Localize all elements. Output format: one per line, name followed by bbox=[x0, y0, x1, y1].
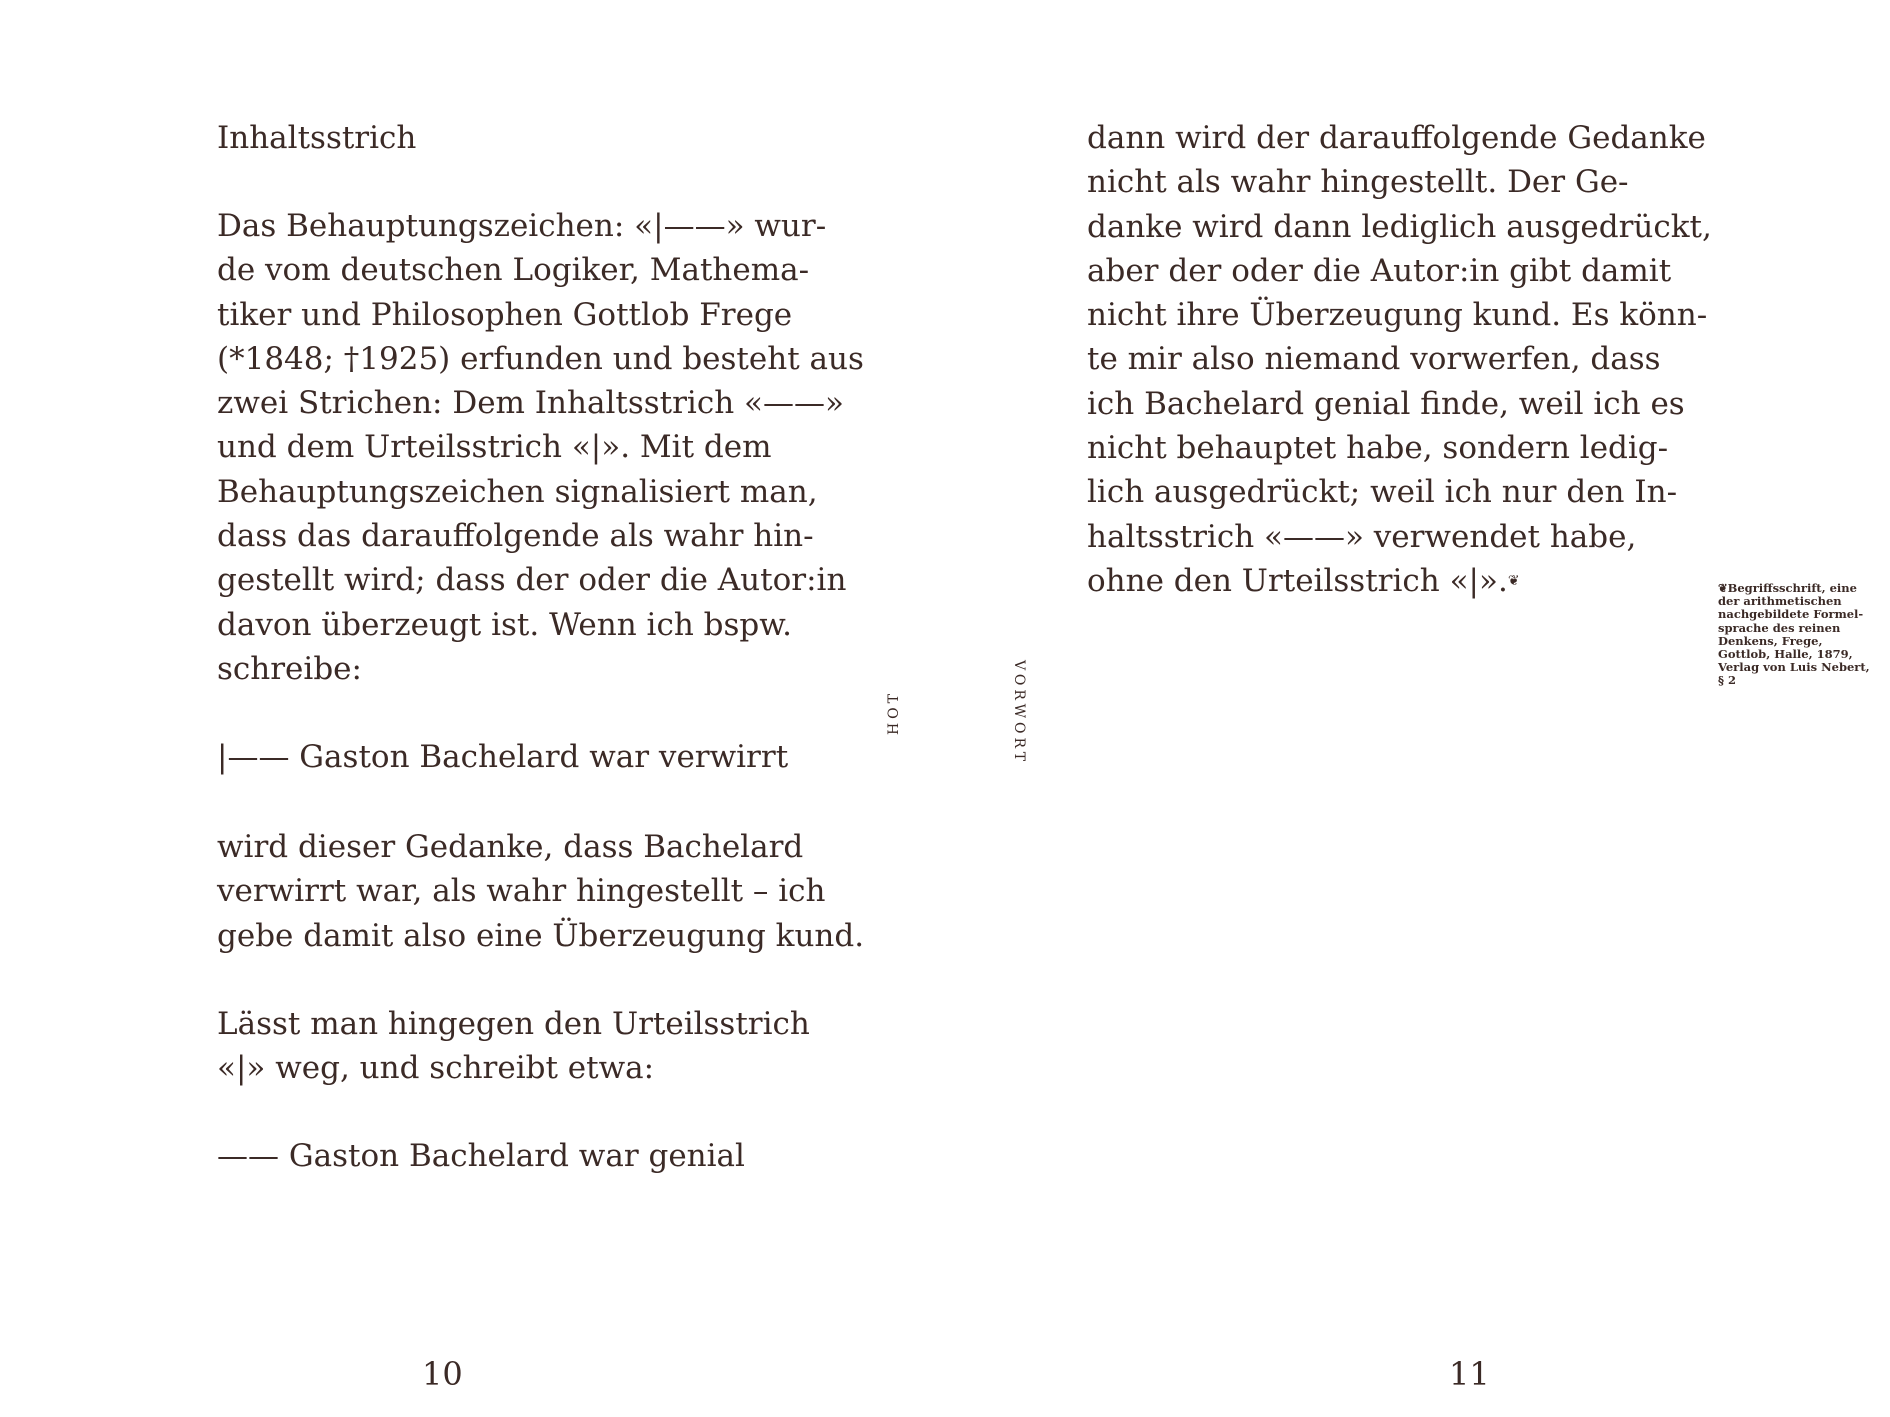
text-line: dass das darauffolgende als wahr hin- bbox=[217, 518, 814, 555]
text-line: Behauptungszeichen signalisiert man, bbox=[217, 473, 818, 510]
text-line: verwirrt war, als wahr hingestellt – ich bbox=[217, 873, 826, 910]
text-line: davon überzeugt ist. Wenn ich bspw. bbox=[217, 606, 792, 643]
example-assertion bbox=[217, 735, 788, 779]
text-line: aber der oder die Autor:in gibt damit bbox=[1087, 252, 1672, 289]
footnote-line: Denkens, Frege, bbox=[1718, 633, 1823, 648]
text-line: nicht als wahr hingestellt. Der Ge- bbox=[1087, 164, 1629, 201]
text-line: nicht ihre Überzeugung kund. Es könn- bbox=[1087, 297, 1708, 334]
text-line: tiker und Philosophen Gottlob Frege bbox=[217, 296, 793, 333]
text-line: dann wird der darauffolgende Gedanke bbox=[1087, 120, 1706, 156]
text-line: gestellt wird; dass der oder die Autor:in bbox=[217, 562, 847, 599]
text-line: te mir also niemand vorwerfen, dass bbox=[1087, 341, 1661, 378]
text-line: «|» weg, und schreibt etwa: bbox=[217, 1050, 655, 1087]
page-number-left: 10 bbox=[422, 1355, 463, 1393]
text-line: wird dieser Gedanke, dass Bachelard bbox=[217, 829, 804, 865]
text-line: nicht behauptet habe, sondern ledig- bbox=[1087, 430, 1669, 467]
text-line: ohne den Urteilsstrich «|». bbox=[1087, 562, 1508, 599]
running-head-right: VORWORT bbox=[1011, 660, 1027, 766]
footnote-mark-icon: ❦ bbox=[1507, 572, 1520, 589]
footnote-line: sprache des reinen bbox=[1718, 620, 1841, 635]
example-line: —— Gaston Bachelard war genial bbox=[217, 1138, 745, 1174]
text-line: haltsstrich «——» verwendet habe, bbox=[1087, 518, 1637, 555]
text-line: Das Behauptungszeichen: «|——» wur- bbox=[217, 208, 827, 244]
left-paragraph-1 bbox=[217, 204, 864, 691]
example-content-only bbox=[217, 1134, 745, 1178]
page-number-right: 11 bbox=[1449, 1355, 1490, 1393]
footnote-line: § 2 bbox=[1718, 673, 1737, 688]
side-footnote bbox=[1718, 582, 1878, 688]
text-line: (*1848; †1925) erfunden und besteht aus bbox=[217, 340, 864, 377]
section-heading: Inhaltsstrich bbox=[217, 120, 417, 156]
text-line: Lässt man hingegen den Urteilsstrich bbox=[217, 1006, 810, 1042]
text-line-last bbox=[1087, 559, 1712, 603]
footnote-line: Verlag von Luis Nebert, bbox=[1718, 660, 1870, 675]
text-line: und dem Urteilsstrich «|». Mit dem bbox=[217, 429, 772, 466]
left-paragraph-2 bbox=[217, 825, 864, 958]
running-head-left: HOT bbox=[886, 690, 902, 736]
text-line: ich Bachelard genial finde, weil ich es bbox=[1087, 385, 1685, 422]
text-line: gebe damit also eine Überzeugung kund. bbox=[217, 917, 865, 954]
footnote-line: nachgebildete Formel- bbox=[1718, 607, 1864, 622]
text-line: lich ausgedrückt; weil ich nur den In- bbox=[1087, 474, 1678, 511]
text-line: schreibe: bbox=[217, 650, 362, 687]
left-paragraph-3 bbox=[217, 1002, 810, 1091]
footnote-line: ❦Begriffsschrift, eine bbox=[1718, 581, 1857, 595]
right-paragraph-1 bbox=[1087, 116, 1712, 603]
text-line: zwei Strichen: Dem Inhaltsstrich «——» bbox=[217, 385, 844, 422]
text-line: de vom deutschen Logiker, Mathema- bbox=[217, 252, 810, 289]
footnote-line: Gottlob, Halle, 1879, bbox=[1718, 647, 1853, 662]
text-line: danke wird dann lediglich ausgedrückt, bbox=[1087, 208, 1712, 245]
example-line: |—— Gaston Bachelard war verwirrt bbox=[217, 739, 789, 775]
footnote-line: der arithmetischen bbox=[1718, 594, 1842, 609]
